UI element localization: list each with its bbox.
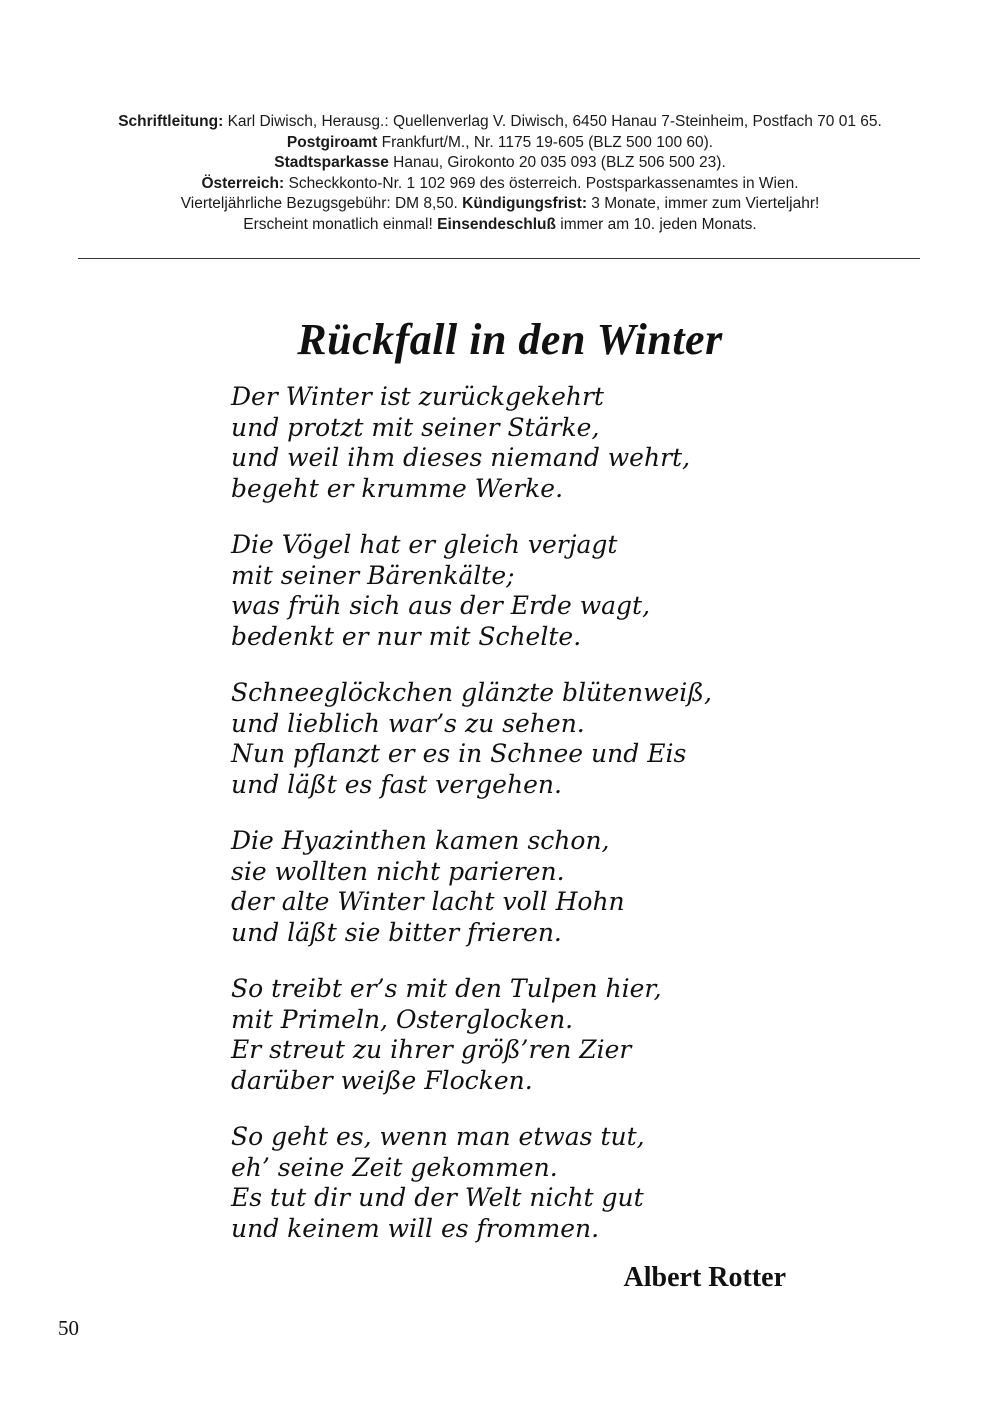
poem-line: und läßt es fast vergehen. bbox=[231, 769, 562, 799]
masthead-line-editorial bbox=[60, 112, 940, 133]
masthead-text-fee: Vierteljährliche Bezugsgebühr: DM 8,50. bbox=[180, 195, 463, 213]
poem-line: Er streut zu ihrer größ’ren Zier bbox=[231, 1035, 632, 1064]
poem-line: und weil ihm dieses niemand wehrt, bbox=[231, 443, 691, 472]
masthead-text-postgiro: Frankfurt/M., Nr. 1175 19-605 (BLZ 500 100 60). bbox=[377, 133, 714, 151]
masthead-text-cancellation: 3 Monate, immer zum Vierteljahr! bbox=[587, 195, 820, 213]
poem-line: darüber weiße Flocken. bbox=[231, 1065, 533, 1095]
poem-stanza bbox=[231, 826, 851, 948]
poem-author: Albert Rotter bbox=[623, 1262, 786, 1293]
masthead-line-subscription bbox=[60, 194, 940, 215]
masthead-text-frequency: Erscheint monatlich einmal! bbox=[243, 215, 438, 233]
masthead-label-cancellation: Kündigungsfrist: bbox=[462, 195, 587, 213]
masthead-label-deadline: Einsendeschluß bbox=[437, 215, 556, 233]
poem-line: Nun pflanzt er es in Schnee und Eis bbox=[231, 739, 687, 768]
poem-line: bedenkt er nur mit Schelte. bbox=[231, 621, 582, 651]
masthead-line-deadline bbox=[60, 215, 940, 236]
masthead-label-austria: Österreich: bbox=[201, 174, 285, 192]
poem-stanza bbox=[231, 678, 851, 800]
poem-line: und läßt sie bitter frieren. bbox=[231, 917, 562, 947]
poem-line: was früh sich aus der Erde wagt, bbox=[231, 591, 651, 620]
poem-line: begeht er krumme Werke. bbox=[231, 473, 564, 503]
poem-stanza bbox=[231, 530, 851, 652]
poem-stanza bbox=[231, 382, 851, 504]
poem-stanza bbox=[231, 974, 851, 1096]
masthead-imprint bbox=[60, 112, 940, 236]
poem-line: und keinem will es frommen. bbox=[231, 1213, 600, 1243]
poem-line: und lieblich war’s zu sehen. bbox=[231, 708, 585, 738]
masthead-line-postgiro bbox=[60, 133, 940, 154]
poem-line: sie wollten nicht parieren. bbox=[231, 856, 565, 886]
poem-line: So treibt er’s mit den Tulpen hier, bbox=[231, 974, 662, 1003]
masthead-line-sparkasse bbox=[60, 153, 940, 174]
poem-line: Die Hyazinthen kamen schon, bbox=[231, 826, 610, 855]
masthead-label-postgiro: Postgiroamt bbox=[286, 133, 378, 151]
masthead-text-deadline: immer am 10. jeden Monats. bbox=[555, 215, 757, 233]
poem-line: mit Primeln, Osterglocken. bbox=[231, 1004, 574, 1034]
masthead-line-austria bbox=[60, 174, 940, 195]
poem-line: Die Vögel hat er gleich verjagt bbox=[231, 530, 618, 559]
poem-title: Rückfall in den Winter bbox=[297, 315, 723, 364]
masthead-text-sparkasse: Hanau, Girokonto 20 035 093 (BLZ 506 500 23). bbox=[388, 154, 726, 172]
poem-line: und protzt mit seiner Stärke, bbox=[231, 412, 600, 442]
poem-body bbox=[231, 382, 851, 1270]
masthead-divider bbox=[78, 258, 920, 259]
masthead-label-sparkasse: Stadtsparkasse bbox=[274, 154, 389, 172]
poem-line: Der Winter ist zurückgekehrt bbox=[231, 382, 604, 411]
poem-line: Es tut dir und der Welt nicht gut bbox=[231, 1183, 644, 1212]
page-number: 50 bbox=[58, 1316, 79, 1340]
masthead-text-editorial: Karl Diwisch, Herausg.: Quellenverlag V. Diwisch, 6450 Hanau 7-Steinheim, Postfach 70 01 65. bbox=[223, 113, 882, 130]
poem-line: Schneeglöckchen glänzte blütenweiß, bbox=[231, 678, 712, 707]
masthead-text-austria: Scheckkonto-Nr. 1 102 969 des österreich. Postsparkassenamtes in Wien. bbox=[284, 174, 799, 192]
poem-stanza bbox=[231, 1122, 851, 1244]
poem-line: der alte Winter lacht voll Hohn bbox=[231, 887, 625, 916]
poem-line: eh’ seine Zeit gekommen. bbox=[231, 1152, 558, 1182]
masthead-label-editorial: Schriftleitung: bbox=[118, 113, 224, 130]
poem-line: So geht es, wenn man etwas tut, bbox=[231, 1122, 645, 1151]
poem-line: mit seiner Bärenkälte; bbox=[231, 560, 515, 590]
